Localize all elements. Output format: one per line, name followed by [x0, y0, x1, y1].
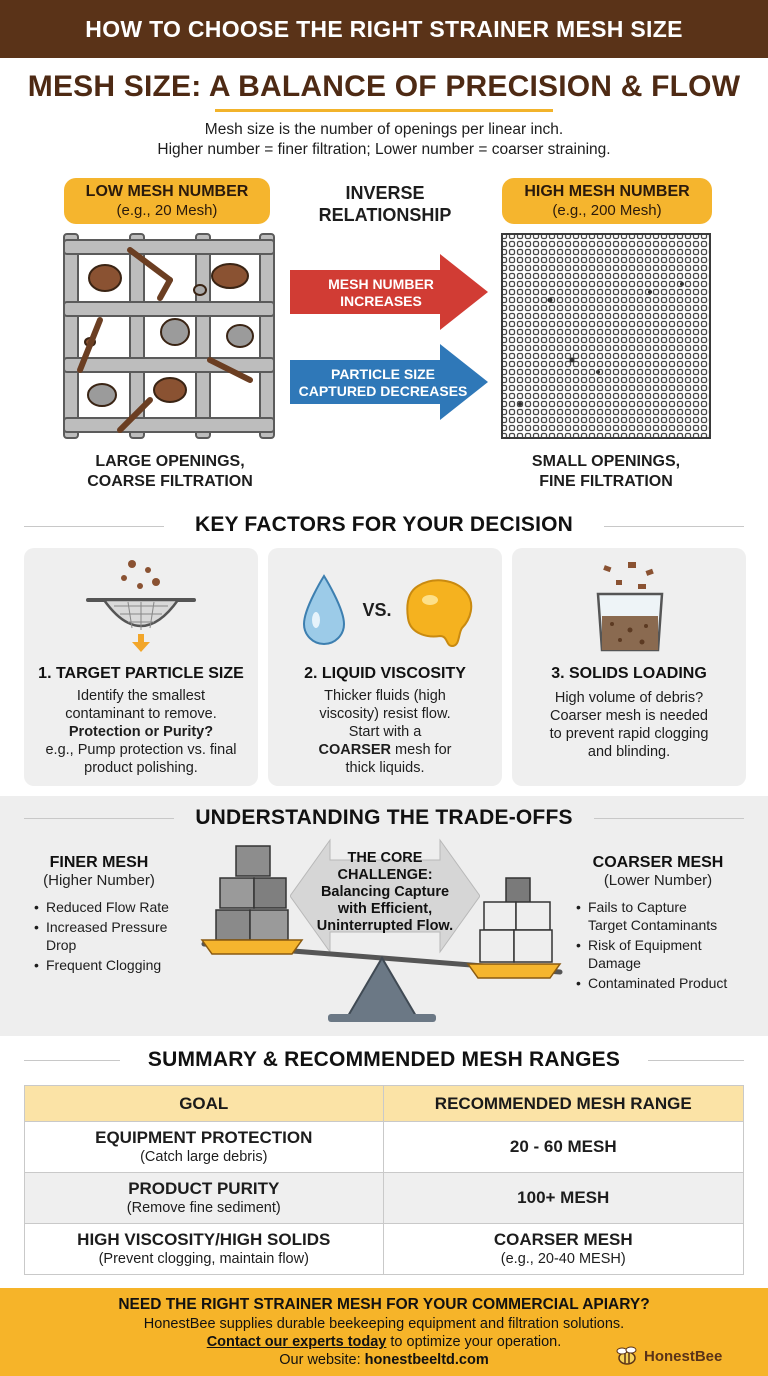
range-cell	[383, 1173, 744, 1224]
table-row	[25, 1224, 744, 1275]
range-main: COARSER MESH	[493, 1230, 633, 1249]
goal-sub: (Remove fine sediment)	[126, 1200, 281, 1216]
footer-title: NEED THE RIGHT STRAINER MESH FOR YOUR COMMERCIAL APIARY?	[118, 1296, 650, 1313]
finer-bullet: • Reduced Flow Rate	[34, 898, 194, 916]
coarse-mesh-icon	[60, 230, 278, 442]
footer-line-1: HonestBee supplies durable beekeeping equipment and filtration solutions.	[143, 1316, 625, 1332]
low-mesh-caption	[50, 452, 290, 492]
range-cell	[383, 1122, 744, 1173]
high-caption-line-1: SMALL OPENINGS,	[531, 453, 681, 470]
finer-bullet: • Frequent Clogging	[34, 956, 194, 974]
footer-line-2-rest: to optimize your operation.	[386, 1334, 562, 1350]
factor-1-line-3: Protection or Purity?	[68, 724, 214, 740]
summary-table	[24, 1085, 744, 1275]
coarser-bullet-text: Damage	[588, 955, 641, 971]
beaker-debris-icon	[590, 558, 670, 654]
finer-bullet-text: Increased Pressure	[46, 919, 168, 935]
range-sub: (e.g., 20-40 MESH)	[500, 1251, 626, 1267]
divider-right	[604, 526, 744, 527]
goal-sub: (Catch large debris)	[140, 1149, 268, 1165]
finer-mesh-sub: (Higher Number)	[43, 872, 155, 889]
table-header-row	[25, 1086, 744, 1122]
factor-2-line-3-cont	[268, 741, 502, 759]
intro-line-1: Mesh size is the number of openings per linear inch.	[204, 121, 564, 138]
table-row	[25, 1122, 744, 1173]
factor-1-line-2: contaminant to remove.	[65, 706, 217, 722]
finer-mesh-title: FINER MESH	[49, 854, 149, 871]
coarser-bullet: • Contaminated Product	[576, 974, 762, 992]
red-arrow-line-1: MESH NUMBER	[328, 276, 434, 292]
section-title-summary: SUMMARY & RECOMMENDED MESH RANGES	[147, 1048, 621, 1071]
title-underline	[215, 109, 553, 112]
inverse-line-2: RELATIONSHIP	[318, 205, 452, 225]
divider-right-3	[648, 1060, 744, 1061]
low-mesh-example: (e.g., 20 Mesh)	[116, 202, 218, 219]
blue-arrow-line-1: PARTICLE SIZE	[331, 366, 435, 382]
section-title-key-factors: KEY FACTORS FOR YOUR DECISION	[194, 513, 574, 536]
goal-main: HIGH VISCOSITY/HIGH SOLIDS	[77, 1230, 331, 1249]
factor-2-line-2: viscosity) resist flow.	[319, 706, 451, 722]
intro-line-2: Higher number = finer filtration; Lower number = coarser straining.	[157, 141, 611, 158]
factor-3-line-4: and blinding.	[587, 744, 671, 760]
water-drop-icon	[300, 574, 348, 650]
factor-3-line-2: Coarser mesh is needed	[550, 708, 708, 724]
balance-scale-icon	[198, 840, 568, 1026]
factor-text-1	[24, 687, 258, 777]
factor-text-3	[512, 689, 746, 761]
coarser-bullet-text: Fails to Capture	[588, 899, 687, 915]
divider-right-2	[594, 818, 744, 819]
table-row	[25, 1173, 744, 1224]
factor-2-line-4: thick liquids.	[345, 760, 425, 776]
factor-title-2: 2. LIQUID VISCOSITY	[304, 665, 466, 682]
factor-2-line-3a: Start with a	[348, 724, 422, 740]
factor-title-3: 3. SOLIDS LOADING	[551, 665, 707, 682]
high-caption-line-2: FINE FILTRATION	[539, 473, 673, 490]
brand-name: HonestBee	[644, 1347, 723, 1365]
coarser-bullet	[576, 898, 762, 934]
inverse-relationship-label	[290, 182, 480, 226]
range-main: 20 - 60 MESH	[509, 1137, 617, 1156]
factor-3-line-1: High volume of debris?	[554, 690, 704, 706]
high-mesh-title: HIGH MESH NUMBER	[524, 183, 690, 200]
core-line-5: Uninterrupted Flow.	[316, 918, 454, 934]
section-title-mesh-size: MESH SIZE: A BALANCE OF PRECISION & FLOW	[27, 70, 741, 103]
column-header-range: RECOMMENDED MESH RANGE	[383, 1086, 744, 1122]
low-caption-line-2: COARSE FILTRATION	[87, 473, 253, 490]
factor-2-coarser: COARSER	[318, 742, 392, 758]
brand-logo	[614, 1346, 722, 1366]
core-line-4: with Efficient,	[337, 901, 433, 917]
core-line-1: THE CORE	[347, 850, 423, 866]
intro-text	[0, 120, 768, 160]
honey-blob-icon	[404, 576, 476, 650]
page-banner	[0, 0, 768, 58]
factor-2-line-3	[268, 723, 502, 741]
factor-title-1: 1. TARGET PARTICLE SIZE	[38, 665, 244, 682]
section-title-tradeoffs: UNDERSTANDING THE TRADE-OFFS	[195, 806, 573, 829]
factor-text-2	[268, 687, 502, 777]
finer-mesh-heading	[24, 854, 174, 889]
arrow-mesh-increases	[292, 276, 470, 310]
blue-arrow-line-2: CAPTURED DECREASES	[298, 383, 468, 399]
divider-left	[24, 526, 164, 527]
coarser-bullet-text: Target Contaminants	[588, 917, 718, 933]
factor-2-line-1: Thicker fluids (high	[324, 688, 446, 704]
goal-sub: (Prevent clogging, maintain flow)	[98, 1251, 309, 1267]
column-header-goal: GOAL	[25, 1086, 384, 1122]
divider-left-2	[24, 818, 174, 819]
divider-left-3	[24, 1060, 120, 1061]
coarser-mesh-list	[576, 898, 762, 994]
banner-title: HOW TO CHOOSE THE RIGHT STRAINER MESH SIZE	[85, 15, 683, 42]
coarser-mesh-title: COARSER MESH	[592, 854, 724, 871]
coarser-bullet	[576, 936, 762, 972]
factor-1-line-1: Identify the smallest	[76, 688, 206, 704]
finer-bullet-text: Drop	[46, 937, 77, 953]
range-main: 100+ MESH	[517, 1188, 610, 1207]
coarser-bullet-text: Risk of Equipment	[588, 937, 702, 953]
arrow-particle-size-decreases	[292, 366, 474, 400]
low-mesh-title: LOW MESH NUMBER	[85, 183, 249, 200]
finer-mesh-list	[34, 898, 194, 976]
contact-experts-link[interactable]: Contact our experts today	[206, 1334, 387, 1350]
high-mesh-example: (e.g., 200 Mesh)	[552, 202, 662, 219]
vs-label: VS.	[362, 600, 392, 620]
strainer-icon	[84, 556, 198, 656]
high-mesh-label	[502, 178, 712, 224]
website-link[interactable]: honestbeeltd.com	[364, 1352, 489, 1368]
website-prefix: Our website:	[279, 1352, 365, 1368]
low-caption-line-1: LARGE OPENINGS,	[95, 453, 245, 470]
goal-cell	[25, 1224, 384, 1275]
fine-mesh-icon	[500, 232, 712, 440]
red-arrow-line-2: INCREASES	[340, 293, 422, 309]
core-line-3: Balancing Capture	[320, 884, 450, 900]
finer-bullet	[34, 918, 194, 954]
high-mesh-caption	[486, 452, 726, 492]
factor-1-line-4: e.g., Pump protection vs. final	[45, 742, 237, 758]
low-mesh-label	[64, 178, 270, 224]
inverse-line-1: INVERSE	[345, 183, 425, 203]
goal-cell	[25, 1122, 384, 1173]
coarser-mesh-heading	[576, 854, 740, 889]
core-line-2: CHALLENGE:	[337, 867, 433, 883]
goal-main: EQUIPMENT PROTECTION	[95, 1128, 313, 1147]
factor-3-line-3: to prevent rapid clogging	[549, 726, 709, 742]
goal-main: PRODUCT PURITY	[128, 1179, 280, 1198]
range-cell	[383, 1224, 744, 1275]
factor-2-line-3b: mesh for	[391, 742, 452, 758]
goal-cell	[25, 1173, 384, 1224]
factor-1-line-5: product polishing.	[84, 760, 198, 776]
bee-icon	[614, 1346, 640, 1366]
coarser-mesh-sub: (Lower Number)	[603, 872, 713, 889]
